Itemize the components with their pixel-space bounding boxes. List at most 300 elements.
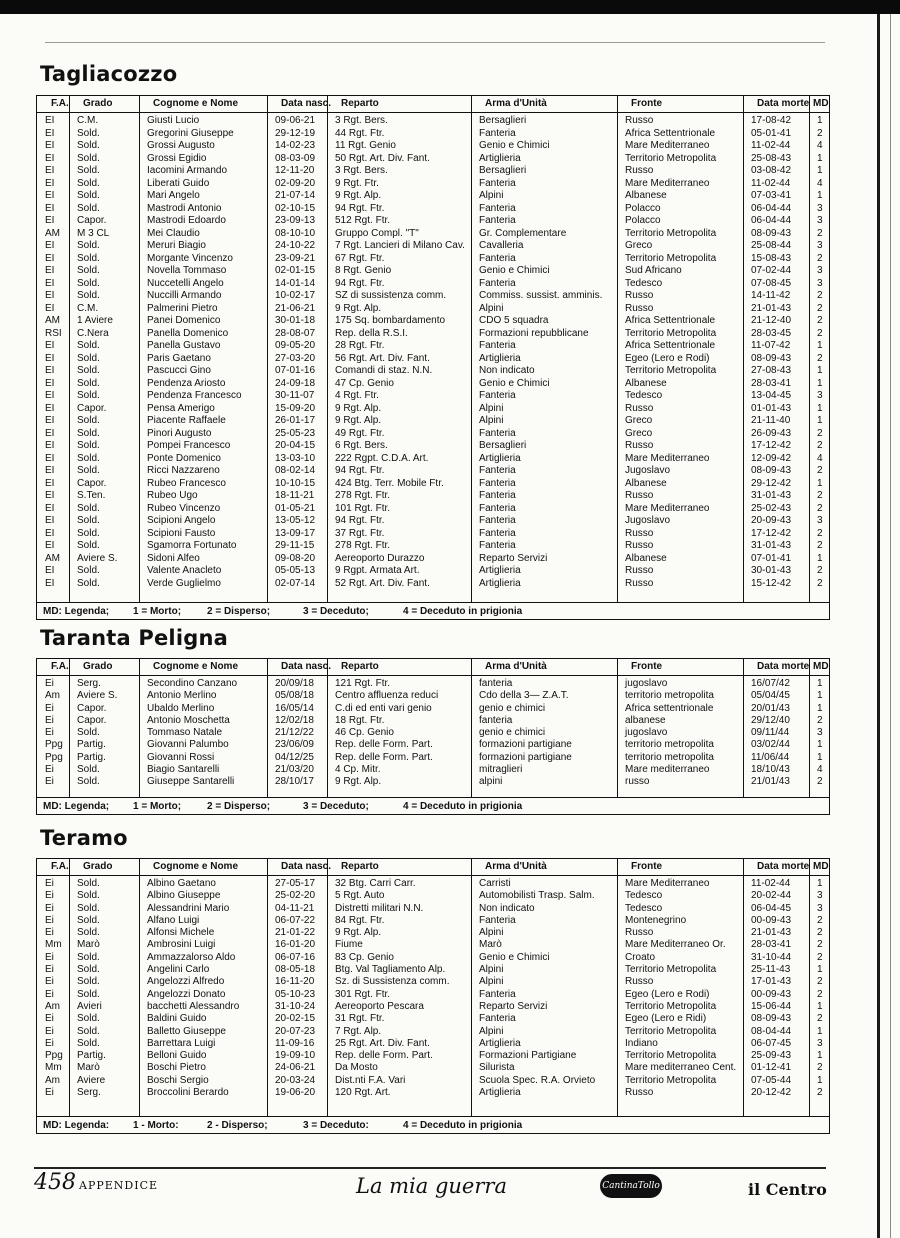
scan-right-edge xyxy=(877,14,880,1238)
legend-bar xyxy=(37,1116,829,1133)
table-cell: Marò xyxy=(77,1062,100,1074)
table-cell: 08-03-09 xyxy=(275,152,316,164)
table-cell: Genio e Chimici xyxy=(479,951,550,963)
table-cell: 3 xyxy=(817,902,823,914)
table-cell: Sold. xyxy=(77,390,100,401)
table-cell: Jugoslavo xyxy=(625,515,671,526)
table-cell: Rubeo Francesco xyxy=(147,477,226,489)
table-cell: 2 xyxy=(817,951,823,963)
table-cell: SZ di sussistenza comm. xyxy=(335,290,447,301)
table-cell: fanteria xyxy=(479,714,513,726)
table-cell: Aereoporto Pescara xyxy=(335,1000,424,1012)
table-cell: 1 xyxy=(817,190,823,201)
table-cell: Alpini xyxy=(479,927,504,939)
table-cell: EI xyxy=(45,152,55,164)
table-cell: 05-01-41 xyxy=(751,127,792,139)
table-row xyxy=(37,178,829,191)
table-cell: 301 Rgt. Ftr. xyxy=(335,988,391,1000)
table-cell: Polacco xyxy=(625,215,661,226)
table-cell: 1 xyxy=(817,340,823,351)
table-cell: 3 xyxy=(817,390,823,401)
table-cell: Sold. xyxy=(77,290,100,301)
table-cell: Territorio Metropolita xyxy=(625,327,717,339)
table-cell: Non indicato xyxy=(479,902,535,914)
table-cell: 03-08-42 xyxy=(751,165,792,176)
table-cell: Alpini xyxy=(479,964,504,976)
table-row xyxy=(37,378,829,391)
table-cell: bacchetti Alessandro xyxy=(147,1000,240,1012)
table-cell: 21-01-22 xyxy=(275,927,316,939)
table-cell: Bersaglieri xyxy=(479,115,527,126)
table-cell: Giuseppe Santarelli xyxy=(147,776,235,788)
table-cell: Verde Guglielmo xyxy=(147,577,221,589)
table-cell: 20-04-15 xyxy=(275,440,316,451)
header-cell: Reparto xyxy=(341,661,379,672)
table-cell: 28-03-45 xyxy=(751,327,792,339)
table-cell: Territorio Metropolita xyxy=(625,252,717,264)
table-cell: Aviere S. xyxy=(77,690,118,702)
table-cell: 94 Rgt. Ftr. xyxy=(335,202,385,214)
table-cell: Sold. xyxy=(77,1025,100,1037)
table-cell: 06-07-16 xyxy=(275,951,316,963)
table-cell: 32 Btg. Carri Carr. xyxy=(335,878,416,889)
table-cell: 06-04-44 xyxy=(751,215,792,226)
table-cell: Territorio Metropolita xyxy=(625,1000,717,1012)
table-cell: EI xyxy=(45,302,55,314)
table-cell: 02-01-15 xyxy=(275,265,316,276)
table-cell: Egeo (Lero e Rodi) xyxy=(625,988,710,1000)
table-row xyxy=(37,365,829,378)
legend-k2: 2 - Disperso; xyxy=(207,1120,268,1131)
table-cell: 29-11-15 xyxy=(275,540,315,551)
table-cell: EI xyxy=(45,415,55,426)
table-cell: 19-06-20 xyxy=(275,1087,316,1099)
table-row xyxy=(37,128,829,141)
table-cell: 29-12-42 xyxy=(751,477,792,489)
table-cell: 20-02-44 xyxy=(751,890,792,902)
table-cell: EI xyxy=(45,527,55,539)
table-cell: Sold. xyxy=(77,202,100,214)
legend-bar xyxy=(37,602,829,619)
table-cell: Fanteria xyxy=(479,502,516,514)
table-cell: Territorio Metropolita xyxy=(625,1025,717,1037)
table-cell: Artiglieria xyxy=(479,577,521,589)
table-cell: Iacomini Armando xyxy=(147,165,228,176)
table-cell: Panei Domenico xyxy=(147,315,221,326)
table-row xyxy=(37,1087,829,1099)
table-cell: Grossi Egidio xyxy=(147,152,207,164)
table-cell: Russo xyxy=(625,402,654,414)
table-row xyxy=(37,228,829,241)
table-cell: Ubaldo Merlino xyxy=(147,702,215,714)
table-cell: Am xyxy=(45,1074,60,1086)
table-cell: 11-09-16 xyxy=(275,1037,315,1049)
table-cell: russo xyxy=(625,776,650,788)
table-cell: 5 Rgt. Auto xyxy=(335,890,385,902)
table-cell: 12/02/18 xyxy=(275,714,314,726)
table-cell: 10-10-15 xyxy=(275,477,316,489)
table-cell: Artiglieria xyxy=(479,565,521,576)
table-cell: Sold. xyxy=(77,964,100,976)
table-cell: 05/04/45 xyxy=(751,690,790,702)
table-cell: 83 Cp. Genio xyxy=(335,951,394,963)
table-cell: Piacente Raffaele xyxy=(147,415,226,426)
table-cell: Artiglieria xyxy=(479,352,521,364)
table-cell: Sold. xyxy=(77,165,100,176)
table-cell: Fiume xyxy=(335,939,363,951)
table-cell: 175 Sq. bombardamento xyxy=(335,315,446,326)
table-cell: Russo xyxy=(625,302,654,314)
legend-k3: 3 = Deceduto: xyxy=(303,1120,369,1131)
table-row xyxy=(37,290,829,303)
page-number: 458 APPENDICE xyxy=(34,1170,159,1195)
table-cell: EI xyxy=(45,202,55,214)
table-cell: 2 xyxy=(817,939,823,951)
table-cell: Centro affluenza reduci xyxy=(335,690,439,702)
table-row xyxy=(37,678,829,690)
table-cell: Sud Africano xyxy=(625,265,682,276)
table-cell: Sold. xyxy=(77,1013,100,1025)
table-cell: 18-11-21 xyxy=(275,490,315,501)
table-cell: 512 Rgt. Ftr. xyxy=(335,215,391,226)
legend-label: MD: Legenda; xyxy=(43,606,110,617)
table-cell: Fanteria xyxy=(479,465,516,476)
table-row xyxy=(37,690,829,702)
table-cell: Albino Giuseppe xyxy=(147,890,221,902)
table-cell: 06-04-45 xyxy=(751,902,792,914)
table-cell: Pendenza Francesco xyxy=(147,390,242,401)
table-body xyxy=(37,676,829,789)
table-row xyxy=(37,964,829,976)
table-cell: Albanese xyxy=(625,377,667,389)
table-cell: Carristi xyxy=(479,878,511,889)
table-cell: jugoslavo xyxy=(625,678,668,689)
table-cell: 28-08-07 xyxy=(275,327,316,339)
table-cell: Ppg xyxy=(45,739,63,751)
table-cell: Gregorini Giuseppe xyxy=(147,127,234,139)
table-row xyxy=(37,303,829,316)
table-cell: 09/11/44 xyxy=(751,727,790,739)
table-cell: CDO 5 squadra xyxy=(479,315,549,326)
header-cell: F.A. xyxy=(51,661,69,672)
table-cell: Mm xyxy=(45,1062,62,1074)
header-cell: Arma d'Unità xyxy=(485,861,547,872)
table-cell: EI xyxy=(45,377,55,389)
table-cell: 07-01-16 xyxy=(275,365,316,376)
table-row xyxy=(37,203,829,216)
table-cell: Africa Settentrionale xyxy=(625,315,716,326)
table-cell: 4 Cp. Mitr. xyxy=(335,764,381,776)
table-cell: Polacco xyxy=(625,202,661,214)
table-cell: 3 xyxy=(817,515,823,526)
table-cell: 02-07-14 xyxy=(275,577,316,589)
table-cell: 9 Rgt. Ftr. xyxy=(335,177,379,189)
header-cell: Reparto xyxy=(341,98,379,109)
table-cell: 16-11-20 xyxy=(275,976,315,988)
table-cell: 21/01/43 xyxy=(751,776,790,788)
table-cell: Fanteria xyxy=(479,277,516,289)
table-row xyxy=(37,1026,829,1038)
table-cell: 28-03-41 xyxy=(751,939,792,951)
table-row xyxy=(37,703,829,715)
table-row xyxy=(37,1075,829,1087)
table-cell: 12-09-42 xyxy=(751,452,792,464)
table-cell: Sold. xyxy=(77,515,100,526)
table-cell: Alpini xyxy=(479,302,504,314)
table-cell: Sgamorra Fortunato xyxy=(147,540,237,551)
table-cell: 11-02-44 xyxy=(751,140,791,151)
table-row xyxy=(37,315,829,328)
table-cell: 3 xyxy=(817,890,823,902)
header-cell: Fronte xyxy=(631,98,663,109)
table-cell: Sold. xyxy=(77,265,100,276)
table-cell: Sold. xyxy=(77,502,100,514)
table-cell: Ammazzalorso Aldo xyxy=(147,951,236,963)
header-cell: Fronte xyxy=(631,661,663,672)
table-teramo xyxy=(36,858,830,1134)
legend-k1: 1 = Morto; xyxy=(133,606,182,617)
header-cell: Grado xyxy=(83,661,113,672)
table-cell: 1 xyxy=(817,115,823,126)
table-cell: 16/05/14 xyxy=(275,702,314,714)
table-cell: EI xyxy=(45,502,55,514)
table-cell: Ei xyxy=(45,1037,54,1049)
header-cell: Cognome e Nome xyxy=(153,661,239,672)
table-cell: Russo xyxy=(625,976,654,988)
legend-label: MD: Legenda: xyxy=(43,1120,110,1131)
table-cell: Sold. xyxy=(77,764,100,776)
table-cell: Alessandrini Mario xyxy=(147,902,230,914)
table-cell: formazioni partigiane xyxy=(479,751,572,763)
table-cell: EI xyxy=(45,477,55,489)
table-cell: 2 xyxy=(817,465,823,476)
table-row xyxy=(37,515,829,528)
table-cell: 2 xyxy=(817,302,823,314)
table-cell: 2 xyxy=(817,577,823,589)
table-row xyxy=(37,739,829,751)
top-rule xyxy=(45,42,825,43)
table-cell: Sold. xyxy=(77,927,100,939)
table-cell: 2 xyxy=(817,290,823,301)
table-cell: 04-11-21 xyxy=(275,902,315,914)
table-row xyxy=(37,890,829,902)
table-cell: Fanteria xyxy=(479,540,516,551)
table-cell: 1 xyxy=(817,1074,823,1086)
table-cell: Russo xyxy=(625,577,654,589)
table-cell: RSI xyxy=(45,327,62,339)
table-cell: Sold. xyxy=(77,951,100,963)
table-row xyxy=(37,278,829,291)
table-cell: Sold. xyxy=(77,365,100,376)
table-cell: 30-01-18 xyxy=(275,315,316,326)
table-cell: 08-09-43 xyxy=(751,465,792,476)
table-cell: 31-10-44 xyxy=(751,951,792,963)
table-cell: 25-09-43 xyxy=(751,1050,792,1062)
table-cell: 21-06-21 xyxy=(275,302,316,314)
table-cell: Bersaglieri xyxy=(479,165,527,176)
table-cell: Sold. xyxy=(77,152,100,164)
table-cell: Sold. xyxy=(77,140,100,151)
table-cell: Mm xyxy=(45,939,62,951)
table-cell: EI xyxy=(45,577,55,589)
table-cell: 11-02-44 xyxy=(751,177,791,189)
table-cell: territorio metropolita xyxy=(625,751,714,763)
table-cell: EI xyxy=(45,402,55,414)
table-cell: 2 xyxy=(817,776,823,788)
table-cell: 05-05-13 xyxy=(275,565,316,576)
table-cell: Marò xyxy=(479,939,502,951)
table-row xyxy=(37,465,829,478)
table-cell: Croato xyxy=(625,951,656,963)
table-cell: Territorio Metropolita xyxy=(625,1074,717,1086)
legend-k3: 3 = Deceduto; xyxy=(303,801,369,812)
table-cell: 24-09-18 xyxy=(275,377,316,389)
table-cell: 06-07-22 xyxy=(275,914,316,926)
table-cell: 8 Rgt. Genio xyxy=(335,265,392,276)
table-cell: 1 xyxy=(817,1025,823,1037)
table-cell: 17-08-42 xyxy=(751,115,792,126)
table-cell: Russo xyxy=(625,927,654,939)
table-cell: 03/02/44 xyxy=(751,739,790,751)
table-cell: Rubeo Ugo xyxy=(147,490,198,501)
table-cell: Ppg xyxy=(45,751,63,763)
table-cell: Alfano Luigi xyxy=(147,914,200,926)
header-cell: Grado xyxy=(83,861,113,872)
table-cell: Fanteria xyxy=(479,477,516,489)
table-cell: Novella Tommaso xyxy=(147,265,227,276)
table-cell: Fanteria xyxy=(479,490,516,501)
legend-k1: 1 - Morto: xyxy=(133,1120,179,1131)
table-cell: Mare mediterraneo xyxy=(625,764,710,776)
table-cell: 2 xyxy=(817,327,823,339)
table-cell: 1 xyxy=(817,552,823,564)
table-row xyxy=(37,190,829,203)
table-cell: 50 Rgt. Art. Div. Fant. xyxy=(335,152,430,164)
table-cell: 06-07-45 xyxy=(751,1037,792,1049)
table-cell: Montenegrino xyxy=(625,914,687,926)
table-cell: 2 xyxy=(817,440,823,451)
table-cell: Formazioni repubblicane xyxy=(479,327,589,339)
table-cell: Tedesco xyxy=(625,277,663,289)
table-cell: Sold. xyxy=(77,914,100,926)
table-cell: 278 Rgt. Ftr. xyxy=(335,490,391,501)
table-cell: Fanteria xyxy=(479,215,516,226)
table-cell: Boschi Sergio xyxy=(147,1074,209,1086)
header-cell: Cognome e Nome xyxy=(153,98,239,109)
table-cell: mitraglieri xyxy=(479,764,523,776)
table-cell: 1 xyxy=(817,1050,823,1062)
table-cell: 07-01-41 xyxy=(751,552,792,564)
legend-k3: 3 = Deceduto; xyxy=(303,606,369,617)
table-cell: 101 Rgt. Ftr. xyxy=(335,502,391,514)
table-cell: Mare mediterraneo Cent. xyxy=(625,1062,737,1074)
table-cell: Capor. xyxy=(77,714,107,726)
table-row xyxy=(37,328,829,341)
table-cell: 27-05-17 xyxy=(275,878,316,889)
table-cell: Sold. xyxy=(77,540,100,551)
table-row xyxy=(37,952,829,964)
table-cell: Nuccilli Armando xyxy=(147,290,222,301)
table-cell: Albino Gaetano xyxy=(147,878,216,889)
header-cell: Data morte xyxy=(757,861,810,872)
header-cell: MD xyxy=(813,98,829,109)
table-cell: Panella Gustavo xyxy=(147,340,221,351)
table-cell: Fanteria xyxy=(479,988,516,1000)
table-cell: 1 xyxy=(817,751,823,763)
table-cell: 3 xyxy=(817,215,823,226)
table-cell: Tedesco xyxy=(625,390,663,401)
table-cell: Ei xyxy=(45,878,54,889)
table-row xyxy=(37,939,829,951)
table-cell: 09-05-20 xyxy=(275,340,316,351)
table-cell: 31-10-24 xyxy=(275,1000,316,1012)
table-cell: 15-08-43 xyxy=(751,252,792,264)
table-cell: Sold. xyxy=(77,452,100,464)
table-cell: Gruppo Compl. "T" xyxy=(335,227,419,239)
table-cell: 94 Rgt. Ftr. xyxy=(335,515,385,526)
table-cell: genio e chimici xyxy=(479,702,546,714)
table-cell: Cavalleria xyxy=(479,240,524,251)
table-body xyxy=(37,113,829,590)
table-row xyxy=(37,1001,829,1013)
table-cell: Rubeo Vincenzo xyxy=(147,502,221,514)
table-cell: EI xyxy=(45,390,55,401)
table-row xyxy=(37,140,829,153)
table-cell: 25-11-43 xyxy=(751,964,791,976)
table-cell: Russo xyxy=(625,1087,654,1099)
header-cell: F.A. xyxy=(51,861,69,872)
table-cell: Genio e Chimici xyxy=(479,140,550,151)
section-title-tagliacozzo: Tagliacozzo xyxy=(40,62,178,86)
table-cell: 278 Rgt. Ftr. xyxy=(335,540,391,551)
table-cell: Am xyxy=(45,690,60,702)
table-cell: 9 Rgt. Alp. xyxy=(335,402,382,414)
table-cell: 3 Rgt. Bers. xyxy=(335,115,388,126)
table-cell: 01-05-21 xyxy=(275,502,316,514)
table-cell: Partig. xyxy=(77,751,106,763)
table-cell: 21-11-40 xyxy=(751,415,791,426)
table-cell: 2 xyxy=(817,252,823,264)
table-cell: Russo xyxy=(625,490,654,501)
table-cell: 25-05-23 xyxy=(275,427,316,439)
table-cell: Territorio Metropolita xyxy=(625,365,717,376)
table-cell: 12-11-20 xyxy=(275,165,315,176)
table-cell: Rep. della R.S.I. xyxy=(335,327,408,339)
table-cell: EI xyxy=(45,365,55,376)
table-row xyxy=(37,528,829,541)
table-cell: Capor. xyxy=(77,477,107,489)
table-cell: Mari Angelo xyxy=(147,190,200,201)
table-cell: Barrettara Luigi xyxy=(147,1037,216,1049)
table-cell: EI xyxy=(45,440,55,451)
table-cell: 30-01-43 xyxy=(751,565,792,576)
table-cell: Genio e Chimici xyxy=(479,265,550,276)
table-cell: 18 Rgt. Ftr. xyxy=(335,714,385,726)
table-cell: 20-02-15 xyxy=(275,1013,316,1025)
table-cell: 1 xyxy=(817,678,823,689)
table-cell: 44 Rgt. Ftr. xyxy=(335,127,385,139)
table-cell: Sold. xyxy=(77,415,100,426)
table-row xyxy=(37,989,829,1001)
legend-label: MD: Legenda; xyxy=(43,801,110,812)
table-cell: albanese xyxy=(625,714,666,726)
table-cell: EI xyxy=(45,190,55,201)
table-cell: Sidoni Alfeo xyxy=(147,552,200,564)
table-cell: Mei Claudio xyxy=(147,227,200,239)
table-cell: 2 xyxy=(817,976,823,988)
table-cell: Fanteria xyxy=(479,127,516,139)
table-cell: 84 Rgt. Ftr. xyxy=(335,914,385,926)
